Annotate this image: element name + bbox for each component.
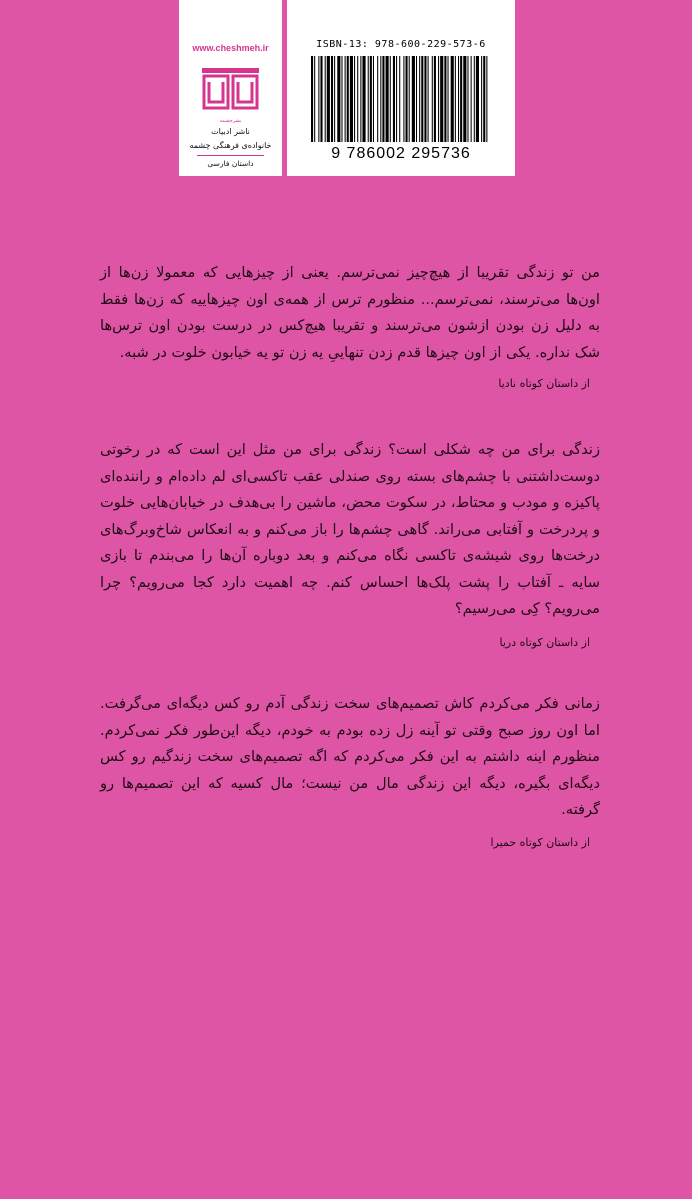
publisher-line-2: خانوادەی فرهنگی چشمه <box>189 141 272 150</box>
barcode-icon <box>311 56 491 142</box>
publisher-divider <box>197 155 264 156</box>
publisher-logo-caption: نشرچشمه <box>219 118 242 124</box>
barcode-box <box>287 0 515 176</box>
excerpt-nadia: من تو زندگی تقریبا از هیچ‌چیز نمی‌ترسم. یعنی از چیزهایی که معمولا زن‌ها از اون‌ها می‌ترسند، نمی‌ترسم... منظورم ترس از همه‌ی اون چیزهاییه که زن‌ها فقط به دلیل زن بودن ازشون می‌ترسند و تقریبا هیچ‌کس در درست بودن اون ترس‌ها شک نداره. یکی از اون چیزها قدم زدن تنهاییِ یه زن تو یه خیابون خلوت در شبه. <box>100 264 600 361</box>
excerpt-source-darya: از داستان کوتاه دریا <box>499 636 590 649</box>
isbn-label: ISBN-13: 978-600-229-573-6 <box>316 39 486 50</box>
excerpt-homeira: زمانی فکر می‌کردم کاش تصمیم‌های سخت زندگی آدم رو کس دیگه‌ای می‌گرفت. اما اون روز صبح وقتی تو آینه زل زده بودم به خودم، دیگه این‌طور فکر نمی‌کردم. منظورم اینه داشتم به این فکر می‌کردم که اگه تصمیم‌های سخت زندگیم رو کس دیگه‌ای بگیره، دیگه این زندگی مال من نیست؛ مال کسیه که این تصمیم‌ها رو گرفته. <box>100 695 600 818</box>
excerpt-source-nadia: از داستان کوتاه نادیا <box>498 377 590 390</box>
publisher-website: www.cheshmeh.ir <box>192 43 269 53</box>
excerpt-source-homeira: از داستان کوتاه حمیرا <box>490 836 590 849</box>
publisher-box <box>179 0 282 176</box>
publisher-logo-icon <box>200 62 261 114</box>
excerpt-darya: زندگی برای من چه شکلی است؟ زندگی برای من مثل این است که در رخوتی دوست‌داشتنی با چشم‌های بسته روی صندلی عقب تاکسی‌ای لم داده‌ام و راننده‌ای پاکیزه و مودب و محتاط، در سکوت محض، ماشین را بی‌هدف در خیابان‌هایی خلوت و پردرخت و آفتابی می‌راند. گاهی چشم‌ها را باز می‌کنم و به انعکاس شاخ‌وبرگ‌های درخت‌ها روی شیشه‌ی تاکسی نگاه می‌کنم و بعد دوباره آن‌ها را می‌بندم تا بازی سایه ـ آفتاب را پشت پلک‌ها احساس کنم. چه اهمیت دارد کجا می‌رویم؟ چرا می‌رویم؟ کِی می‌رسیم؟ <box>100 441 600 617</box>
publisher-category: داستان فارسی <box>207 159 254 168</box>
barcode-number: 9 786002 295736 <box>331 145 471 162</box>
publisher-line-1: ناشر ادبیات <box>211 127 250 136</box>
